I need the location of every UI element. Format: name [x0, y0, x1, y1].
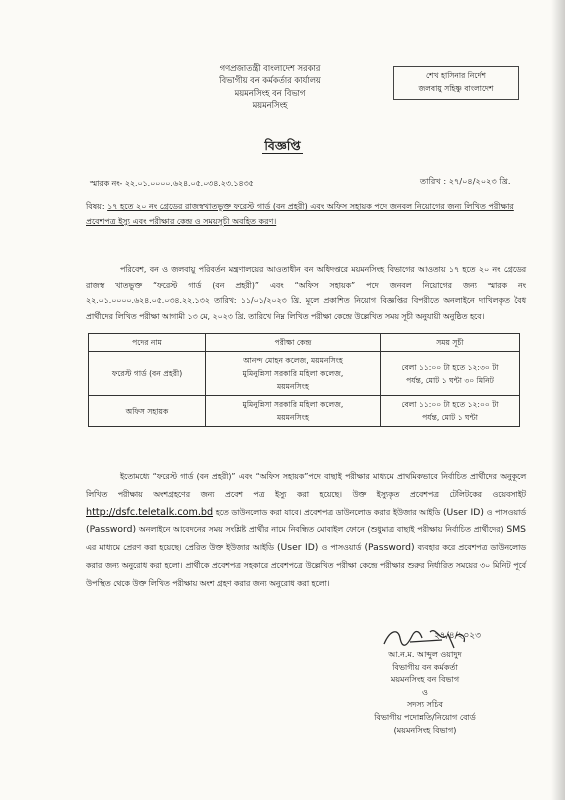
signatory-name: আ.ন.ম. আব্দুল ওয়াদুদ [388, 650, 462, 659]
signatory-block: আ.ন.ম. আব্দুল ওয়াদুদ বিভাগীয় বন কর্মকর্তা ময়মনসিংহ বন বিভাগ ও সদস্য সচিব বিভাগীয় পদোন্নতি/নিয়োগ বোর্ড (ময়মনসিংহ বিভাগ) [320, 649, 530, 737]
table-row: ফরেস্ট গার্ড (বন প্রহরী) আনন্দ মোহন কলেজ, ময়মনসিংহ মুমিনুন্নিসা সরকারি মহিলা কলেজ, ময়মনসিংহ বেলা ১১:০০ টা হতে ১২:৩০ টা পর্যন্ত, মোট ১ ঘন্টা ৩০ মিনিট [89, 352, 520, 396]
body-paragraph-1: পরিবেশ, বন ও জলবায়ু পরিবর্তন মন্ত্রণালয়ের আওতাধীন বন অধিদপ্তরে ময়মনসিংহ বিভাগের আওতায় ১৭ হতে ২০ নং গ্রেডের রাজস্ব খাতভুক্ত “ফরেস্ট গার্ড (বন প্রহরী)” এবং “অফিস সহায়ক” পদে জনবল নিয়োগের জন্য স্মারক নং ২২.০১.০০০০.৬২৪.০৫.০৩৪.২২.১৩২ তারিখ: ১১/০১/২০২৩ খ্রি. মূলে প্রকাশিত নিয়োগ বিজ্ঞপ্তির বিপরীতে অনলাইনে দাখিলকৃত বৈধ প্রার্থীদের লিখিত পরীক্ষা আগামী ১৩ মে, ২০২৩ খ্রি. তারিখে নিম্ন লিখিত পরীক্ষা কেন্দ্রে উল্লেখিত সময় সূচী অনুযায়ী অনুষ্ঠিত হবে। [86, 265, 526, 321]
slogan-box: শেখ হাসিনার নির্দেশ জলবায়ু সহিষ্ণু বাংলাদেশ [393, 66, 519, 100]
table-row: অফিস সহায়ক মুমিনুন্নিসা সরকারি মহিলা কলেজ, ময়মনসিংহ বেলা ১১:০০ টা হতে ১২:০০ টা পর্যন্ত, মোট ১ ঘন্টা [89, 396, 520, 427]
exam-venue-table [88, 333, 520, 427]
table-header-row: পদের নাম পরীক্ষা কেন্দ্র সময় সূচী [89, 334, 520, 352]
division-name: ময়মনসিংহ বন বিভাগ [234, 87, 306, 98]
body-paragraph-2: ইতোমধ্যে “ফরেস্ট গার্ড (বন প্রহরী)” এবং “অফিস সহায়ক”পদে বাছাই পরীক্ষার মাধ্যমে প্রাথমিকভাবে নির্বাচিত প্রার্থীদের অনুকূলে লিখিত পরীক্ষায় অংশগ্রহণের জন্য প্রবেশ পত্র ইস্যু করা হয়েছে। উক্ত ইস্যুকৃত প্রবেশপত্র টেলিটকের ওয়েবসাইট http://dsfc.teletalk.com.bd হতে ডাউনলোড করা যাবে। প্রবেশপত্র ডাউনলোড করার ইউজার আইডি (User ID) ও পাসওয়ার্ড (Password) অনলাইনে আবেদনের সময় সংশ্লিষ্ট প্রার্থীর নামে নিবন্ধিত মোবাইল ফোনে (শুধুমাত্র বাছাই পরীক্ষায় নির্বাচিত প্রার্থীদের) SMS এর মাধ্যমে প্রেরণ করা হয়েছে। প্রেরিত উক্ত ইউজার আইডি (User ID) ও পাসওয়ার্ড (Password) ব্যবহার করে প্রবেশপত্র ডাউনলোড করার জন্য অনুরোধ করা হলো। প্রার্থীকে প্রবেশপত্র সহকারে প্রবেশপত্রে উল্লেখিত পরীক্ষা কেন্দ্রে পরীক্ষার শুরুর নির্ধারিত সময়ের ৩০ মিনিট পূর্বে উপস্থিত থেকে উক্ত লিখিত পরীক্ষায় অংশ গ্রহণ করার জন্য অনুরোধ করা হলো। [86, 472, 527, 588]
subject-line: বিষয়: ১৭ হতে ২০ নং গ্রেডের রাজস্বখাতভুক্ত ফরেস্ট গার্ড (বন প্রহরী) এবং অফিস সহায়ক পদে জনবল নিয়োগের জন্য লিখিত পরীক্ষার প্রবেশপত্র ইস্যু এবং পরীক্ষার কেন্দ্র ও সময়সূচী অবহিত করণ। [86, 202, 514, 226]
district-name: ময়মনসিংহ [252, 100, 288, 111]
notice-title: বিজ্ঞপ্তি [264, 138, 301, 153]
page-edge-shadow [551, 0, 565, 800]
signature-image [380, 622, 482, 652]
office-header [150, 62, 390, 112]
office-name: বিভাগীয় বন কর্মকর্তার কার্যালয় [219, 75, 321, 86]
memo-number: স্মারক নং- ২২.০১.০০০০.৬২৪.০৫.০৩৪.২৩.১৪৩৫ [90, 179, 254, 188]
govt-name: গণপ্রজাতন্ত্রী বাংলাদেশ সরকার [219, 63, 321, 73]
notice-date: তারিখ : ২৭/০৪/২০২৩ খ্রি. [420, 176, 511, 186]
signature-date: ২৭/৪/২০২৩ [434, 631, 482, 641]
website-link[interactable]: http://dsfc.teletalk.com.bd [86, 506, 214, 518]
